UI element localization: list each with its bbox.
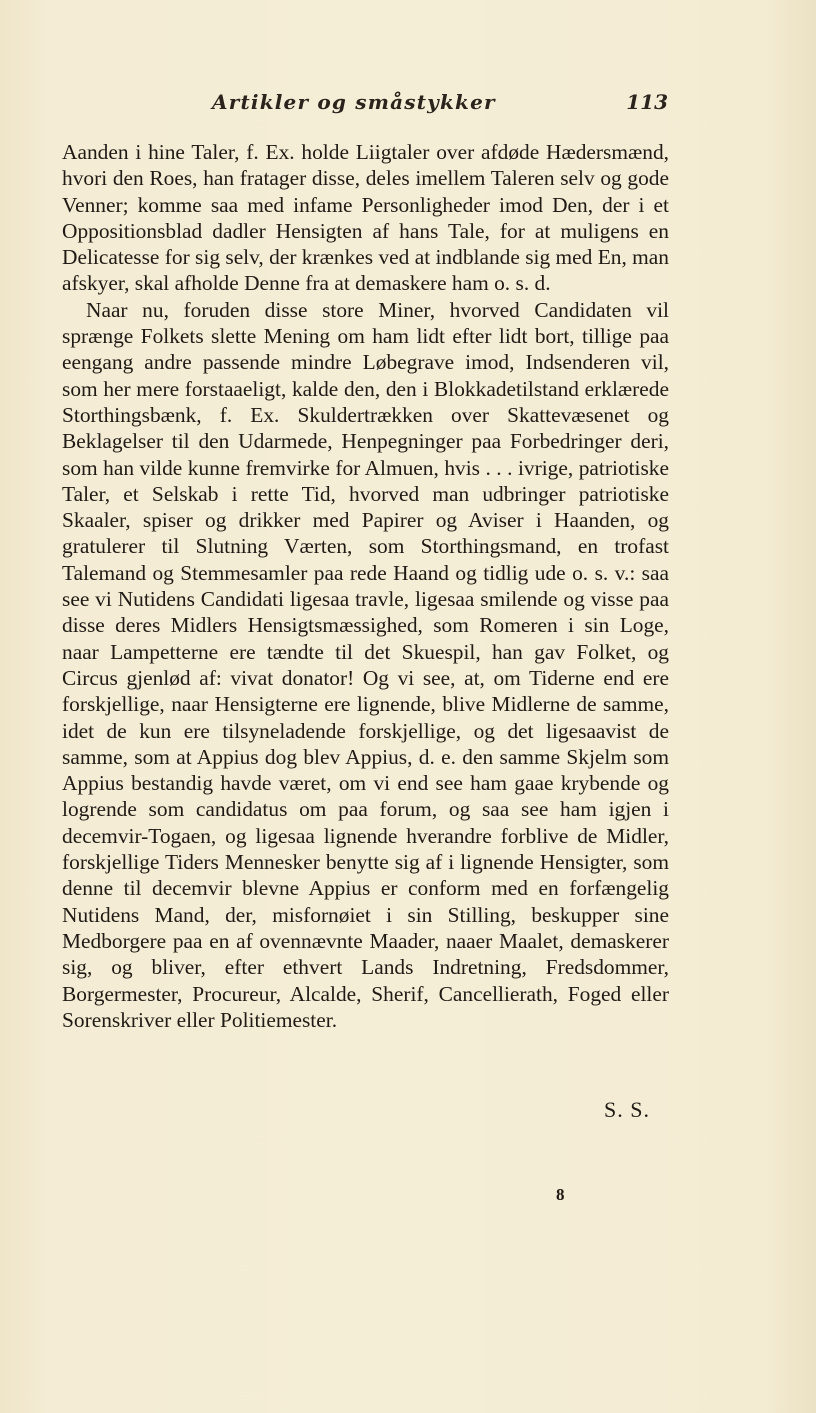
running-title: Artikler og småstykker <box>212 90 496 114</box>
paragraph-2: Naar nu, foruden disse store Miner, hvorved Candidaten vil sprænge Folkets slette Mening om ham lidt efter lidt bort, tillige paa eengang andre passende mindre Løbegrave imod, Indsenderen vil, som her mere forstaaeligt, kalde den, den i Blokkadetilstand erklærede Storthingsbænk, f. Ex. Skuldertrækken over Skattevæsenet og Beklagelser til den Udarmede, Henpegninger paa Forbedringer deri, som han vilde kunne fremvirke for Almuen, hvis . . . ivrige, patriotiske Taler, et Selskab i rette Tid, hvorved man udbringer patriotiske Skaaler, spiser og drikker med Papirer og Aviser i Haanden, og gratulerer til Slutning Værten, som Storthingsmand, en trofast Talemand og Stemmesamler paa rede Haand og tidlig ude o. s. v.: saa see vi Nutidens Candidati ligesaa travle, ligesaa smilende og visse paa disse deres Midlers Hensigtsmæssighed, som Romeren i sin Loge, naar Lampetterne ere tændte til det Skuespil, han gav Folket, og Circus gjenlød af: vivat donator! Og vi see, at, om Tiderne end ere forskjellige, naar Hensigterne ere lignende, blive Midlerne de samme, idet de kun ere tilsyneladende forskjellige, og det ligesaavist de samme, som at Appius dog blev Appius, d. e. den samme Skjelm som Appius bestandig havde været, om vi end see ham gaae krybende og logrende som candidatus om paa forum, og saa see ham igjen i decemvir-Togaen, og ligesaa lignende hverandre forblive de Midler, forskjellige Tiders Mennesker benytte sig af i lignende Hensigter, som denne til decemvir blevne Appius er conform med en forfængelig Nutidens Mand, der, misfornøiet i sin Stilling, beskupper sine Medborgere paa en af ovennævnte Maader, naaer Maalet, demaskerer sig, og bliver, efter ethvert Lands Indretning, Fredsdommer, Borgermester, Procureur, Alcalde, Sherif, Cancellierath, Foged eller Sorenskriver eller Politiemester. <box>62 297 669 1032</box>
paragraph-1: Aanden i hine Taler, f. Ex. holde Liigtaler over afdøde Hædersmænd, hvori den Roes, han fratager disse, deles imellem Taleren selv og gode Venner; komme saa med infame Personligheder imod Den, der i et Oppositionsblad dadler Hensigten af hans Tale, for at muligens en Delicatesse for sig selv, der krænkes ved at indblande sig med En, man afskyer, skal afholde Denne fra at demaskere ham o. s. d. <box>62 140 669 296</box>
signature-mark: 8 <box>556 1185 565 1204</box>
page-header <box>62 90 668 120</box>
page-number: 113 <box>626 90 668 114</box>
body-text <box>62 139 669 1033</box>
signature: S. S. <box>604 1097 650 1122</box>
